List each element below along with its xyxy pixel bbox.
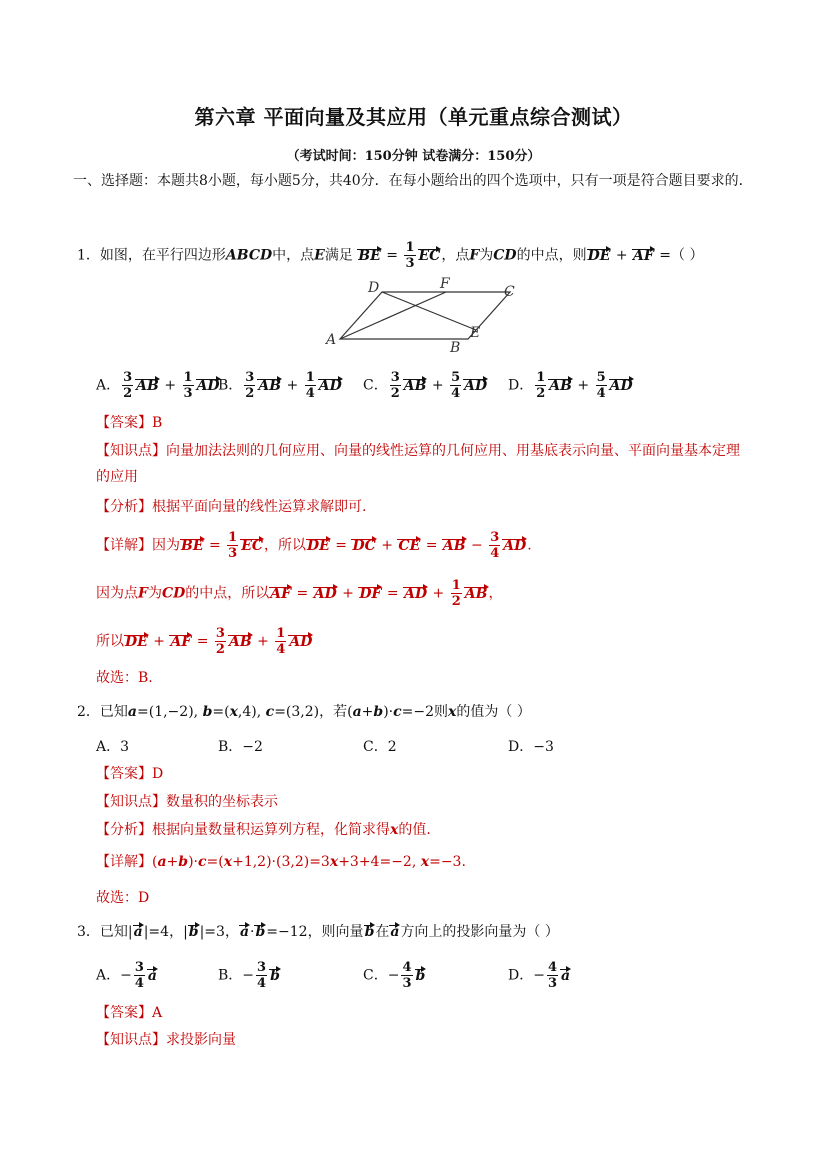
q1-option-a[interactable]: A． $\frac{3}{2}$ AB + $\frac{1}{3}$ AD <box>96 370 220 401</box>
segment-de <box>382 292 476 330</box>
label-f: F <box>440 276 450 292</box>
q1-conclusion: 故选：B. <box>96 670 153 686</box>
q1-detail-3: 所以DE + AF = $\frac{3}{2}$ AB + $\frac{1}{4}$ AD <box>96 626 313 657</box>
page-title: 第六章 平面向量及其应用（单元重点综合测试） <box>194 105 633 129</box>
q3-answer: 【答案】A <box>96 1005 163 1021</box>
q1-detail-2: 因为点F为CD的中点，所以AF = AD + DF = AD + $\frac{1}{2}$ AB， <box>96 578 503 609</box>
q2-knowledge: 【知识点】数量积的坐标表示 <box>96 794 278 810</box>
q2-option-d[interactable]: D．−3 <box>508 739 554 755</box>
q2-option-c[interactable]: C．2 <box>363 739 397 755</box>
q2-conclusion: 故选：D <box>96 890 150 906</box>
label-b: B <box>450 340 461 354</box>
label-c: C <box>504 284 515 300</box>
label-e: E <box>470 325 481 341</box>
parallelogram-figure <box>320 274 540 354</box>
label-a: A <box>326 332 337 348</box>
q1-analysis: 【分析】根据平面向量的线性运算求解即可. <box>96 499 367 515</box>
q1-option-b[interactable]: B． $\frac{3}{2}$ AB + $\frac{1}{4}$ AD <box>218 370 342 401</box>
q2-option-a[interactable]: A．3 <box>96 739 130 755</box>
exam-info: （考试时间：150分钟 试卷满分：150分） <box>286 149 541 164</box>
q3-option-a[interactable]: A．− $\frac{3}{4}$ a <box>96 960 157 991</box>
q3-option-c[interactable]: C．− $\frac{4}{3}$ b <box>363 960 426 991</box>
q1-option-c[interactable]: C． $\frac{3}{2}$ AB + $\frac{5}{4}$ AD <box>363 370 488 401</box>
parallelogram-abcd <box>340 292 510 339</box>
q2-option-b[interactable]: B．−2 <box>218 739 263 755</box>
q1-option-d[interactable]: D． $\frac{1}{2}$ AB + $\frac{5}{4}$ AD <box>508 370 633 401</box>
section-instructions: 一、选择题：本题共8小题，每小题5分，共40分．在每小题给出的四个选项中，只有一项是符合题目要求的． <box>73 173 753 189</box>
q2-detail: 【详解】(a+b)·c=(x+1,2)·(3,2)=3x+3+4=−2, x=−3. <box>96 854 466 870</box>
segment-af <box>340 292 446 339</box>
q3-option-b[interactable]: B．− $\frac{3}{4}$ b <box>218 960 280 991</box>
q2-analysis: 【分析】根据向量数量积运算列方程，化简求得x的值. <box>96 822 431 838</box>
q1-stem: 1．如图，在平行四边形ABCD中，点E满足 BE = $\frac{1}{3}$ EC，点F为CD的中点，则DE + AF =（ ） <box>77 240 704 271</box>
q3-option-d[interactable]: D．− $\frac{4}{3}$ a <box>508 960 571 991</box>
q3-stem: 3．已知|a|=4，|b|=3，a·b=−12，则向量b在a方向上的投影向量为（ ） <box>77 924 559 940</box>
q1-answer: 【答案】B <box>96 415 163 431</box>
q3-knowledge: 【知识点】求投影向量 <box>96 1032 236 1048</box>
label-d: D <box>368 280 380 296</box>
q2-answer: 【答案】D <box>96 766 164 782</box>
q2-stem: 2．已知a=(1,−2), b=(x,4), c=(3,2)，若(a+b)·c=−2则x的值为（ ） <box>77 704 531 720</box>
q1-knowledge: 【知识点】向量加法法则的几何应用、向量的线性运算的几何应用、用基底表示向量、平面向量基本定理的应用 <box>96 443 740 485</box>
q1-detail-1: 【详解】因为BE = $\frac{1}{3}$ EC，所以DE = DC + CE = AB − $\frac{3}{4}$ AD. <box>96 530 532 561</box>
